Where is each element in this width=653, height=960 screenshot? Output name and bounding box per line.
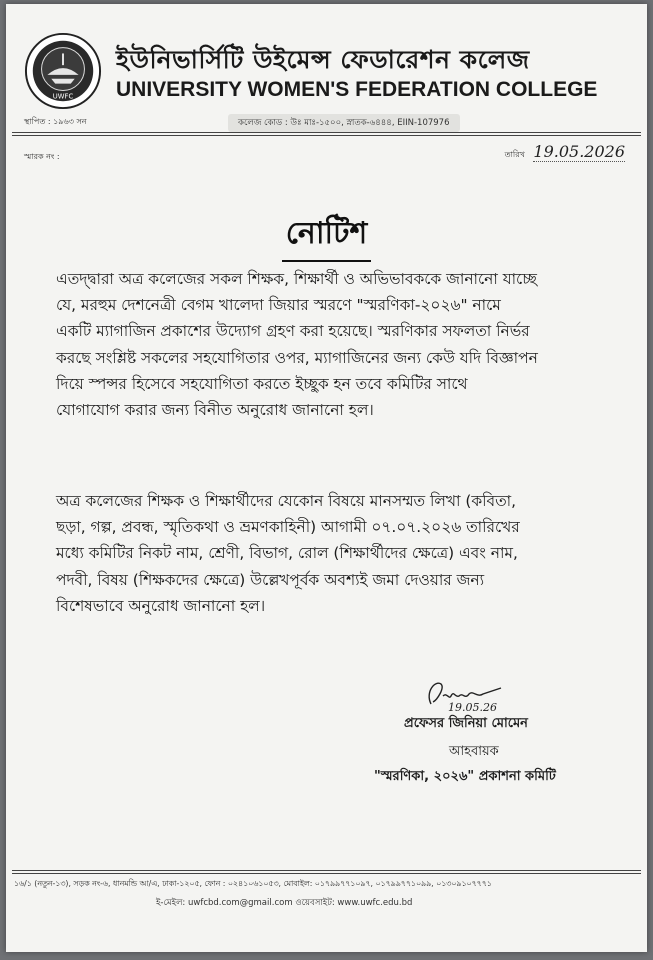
college-codes: কলেজ কোড : উঃ মাঃ-১৫০০, স্নাতক-৬৪৪৪, EIIN-107976 <box>228 114 460 132</box>
college-name-english: UNIVERSITY WOMEN'S FEDERATION COLLEGE <box>116 78 598 101</box>
date-value: 19.05.2026 <box>533 142 625 161</box>
paragraph-line: ছড়া, গল্প, প্রবন্ধ, স্মৃতিকথা ও ভ্রমণকাহিনী) আগামী ০৭.০৭.২০২৬ তারিখের <box>56 518 520 537</box>
paragraph-line: করছে সংশ্লিষ্ট সকলের সহযোগিতার ওপর, ম্যাগাজিনের জন্য কেউ যদি বিজ্ঞাপন <box>56 348 538 367</box>
paragraph-line: অত্র কলেজের শিক্ষক ও শিক্ষার্থীদের যেকোন বিষয়ে মানসম্মত লিখা (কবিতা, <box>56 492 516 510</box>
footer-address: ১৬/১ (নতুন-১৩), সড়ক নং-৬, ধানমন্ডি আ/এ, ঢাকা-১২০৫, ফোন : ০২৪১০৬১০৫৩, মোবাইল: ০১৭৯৯৭৭১০৯৭, ০১৭৯৯৭৭১০৯৯, ০১৩০৯১০৭৭৭১ <box>14 879 492 888</box>
signature-date: 19.05.26 <box>448 701 497 714</box>
paragraph-line: এতদ্দ্বারা অত্র কলেজের সকল শিক্ষক, শিক্ষার্থী ও অভিভাবককে জানানো যাচ্ছে <box>56 270 537 288</box>
paragraph-line: বিশেষভাবে অনুরোধ জানানো হল। <box>56 596 266 615</box>
website-link[interactable]: www.uwfc.edu.bd <box>337 898 413 908</box>
established-year: স্থাপিত : ১৯৬৩ সন <box>24 117 87 126</box>
college-logo-icon <box>24 32 102 110</box>
college-name-bangla: ইউনিভার্সিটি উইমেন্স ফেডারেশন কলেজ <box>116 45 530 74</box>
footer-contact <box>156 896 412 910</box>
paragraph-line: মধ্যে কমিটির নিকট নাম, শ্রেণী, বিভাগ, রোল (শিক্ষার্থীদের ক্ষেত্রে) এবং নাম, <box>56 544 518 563</box>
paragraph-line: যে, মরহুম দেশনেত্রী বেগম খালেদা জিয়ার স্মরণে "স্মরণিকা-২০২৬" নামে <box>56 296 501 315</box>
footer-divider <box>12 870 641 871</box>
website-label: ওয়েবসাইট: <box>295 898 335 908</box>
signatory-role: আহবায়ক <box>449 744 499 759</box>
notice-paragraph-2 <box>56 488 601 619</box>
signatory-name: প্রফেসর জিনিয়া মোমেন <box>404 716 528 731</box>
header-divider <box>12 132 641 133</box>
notice-document <box>6 4 647 952</box>
date-label: তারিখ <box>504 150 525 159</box>
notice-heading <box>6 209 647 262</box>
committee-name: "স্মরণিকা, ২০২৬" প্রকাশনা কমিটি <box>374 769 556 784</box>
email-address[interactable]: uwfcbd.com@gmail.com <box>187 898 293 908</box>
paragraph-line: একটি ম্যাগাজিন প্রকাশের উদ্যোগ গ্রহণ করা হয়েছে। স্মরণিকার সফলতা নির্ভর <box>56 322 530 341</box>
paragraph-line: দিয়ে স্পন্সর হিসেবে সহযোগিতা করতে ইচ্ছুক হন তবে কমিটির সাথে <box>56 374 468 393</box>
footer-divider-secondary <box>12 873 641 874</box>
email-label: ই-মেইল: <box>156 898 186 908</box>
date-field <box>505 142 625 162</box>
logo-text: UWFC <box>52 92 74 101</box>
paragraph-line: পদবী, বিষয় (শিক্ষকদের ক্ষেত্রে) উল্লেখপূর্বক অবশ্যই জমা দেওয়ার জন্য <box>56 570 485 589</box>
paragraph-line: যোগাযোগ করার জন্য বিনীত অনুরোধ জানানো হল। <box>56 401 374 420</box>
notice-paragraph-1 <box>56 266 601 423</box>
reference-number-label: স্মারক নং : <box>24 152 60 161</box>
header-divider-secondary <box>12 135 641 136</box>
notice-title: নোটিশ <box>282 209 371 262</box>
